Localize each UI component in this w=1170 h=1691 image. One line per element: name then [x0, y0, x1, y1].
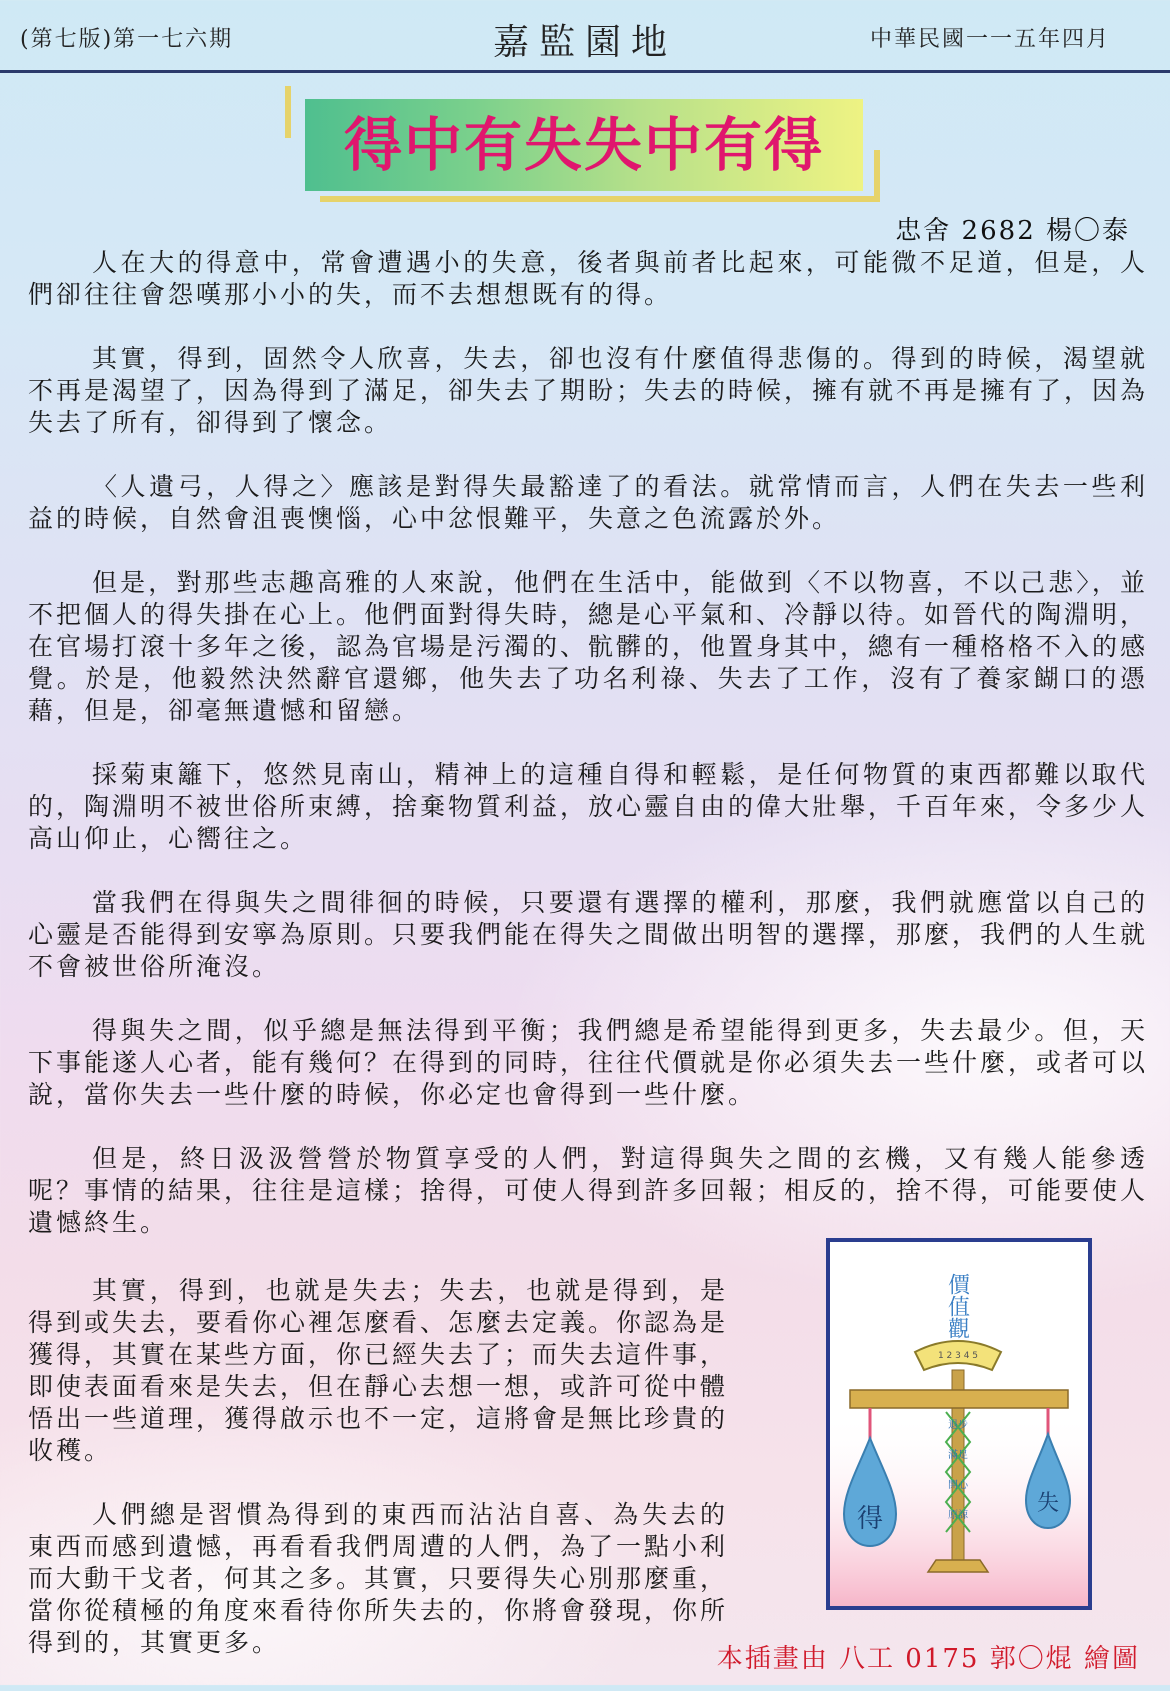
title-decoration-right: [874, 150, 880, 202]
publication-title: 嘉監園地: [492, 22, 677, 63]
value-label: 價值觀: [944, 1273, 970, 1339]
paragraph: 其實，得到，固然令人欣喜，失去，卻也沒有什麼值得悲傷的。得到的時候，渴望就不再是渴望了，因為得到了滿足，卻失去了期盼；失去的時候，擁有就不再是擁有了，因為失去了所有，卻得到了懷念。: [28, 344, 1149, 437]
drop-label-right: 失: [1036, 1491, 1060, 1516]
page-header: [0, 0, 1170, 73]
article-body: [28, 247, 1148, 1271]
illustration-credit: 本插畫由 八工 0175 郭〇焜 繪圖: [716, 1644, 1140, 1674]
paragraph: 〈人遺弓，人得之〉應該是對得失最豁達了的看法。就常情而言，人們在失去一些利益的時候，自然會沮喪懊惱，心中忿恨難平，失意之色流露於外。: [28, 472, 1148, 533]
paragraph: 但是，對那些志趣高雅的人來說，他們在生活中，能做到〈不以物喜，不以己悲〉，並不把個人的得失掛在心上。他們面對得失時，總是心平氣和、冷靜以待。如晉代的陶淵明，在官場打滾十多年之後，認為官場是污濁的、骯髒的，他置身其中，總有一種格格不入的感覺。於是，他毅然決然辭官還鄉，他失去了功名利祿、失去了工作，沒有了養家餬口的憑藉，但是，卻毫無遺憾和留戀。: [28, 568, 1149, 725]
pole-word: 開心: [948, 1480, 968, 1491]
title-decoration-bottom: [320, 196, 880, 202]
paragraph: 當我們在得與失之間徘徊的時候，只要還有選擇的權利，那麼，我們就應當以自己的心靈是否能得到安寧為原則。只要我們能在得失之間做出明智的選擇，那麼，我們的人生就不會被世俗所淹沒。: [28, 888, 1149, 981]
paragraph: 人們總是習慣為得到的東西而沾沾自喜、為失去的東西而感到遺憾，再看看我們周遭的人們，為了一點小利而大動干戈者，何其之多。其實，只要得失心別那麼重，當你從積極的角度來看待你所失去的，你將會發現，你所得到的，其實更多。: [28, 1500, 729, 1657]
paragraph: 但是，終日汲汲營營於物質享受的人們，對這得與失之間的玄機，又有幾人能參透呢？事情的結果，往往是這樣；捨得，可使人得到許多回報；相反的，捨不得，可能要使人遺憾終生。: [28, 1144, 1149, 1237]
illustration-drawing: [830, 1242, 1088, 1606]
article-title: 得中有失失中有得: [343, 111, 824, 179]
article-body-narrow: [28, 1275, 728, 1691]
publication-date: 中華民國一一五年四月: [869, 27, 1110, 52]
title-decoration-left: [285, 86, 291, 138]
scale-base: [928, 1560, 988, 1572]
paragraph: 其實，得到，也就是失去；失去，也就是得到，是得到或失去，要看你心裡怎麼看、怎麼去定義。你認為是獲得，其實在某些方面，你已經失去了；而失去這件事，即使表面看來是失去，但在靜心去想一想，或許可從中體悟出一些道理，獲得啟示也不一定，這將會是無比珍貴的收穫。: [28, 1276, 729, 1465]
pole-word: 原諒: [948, 1510, 968, 1521]
paragraph: 得與失之間，似乎總是無法得到平衡；我們總是希望能得到更多，失去最少。但，天下事能遂人心者，能有幾何？在得到的同時，往往代價就是你必須失去一些什麼，或者可以說，當你失去一些什麼的時候，你必定也會得到一些什麼。: [28, 1016, 1149, 1109]
scale-beam: [850, 1390, 1068, 1408]
dial-scale: 1 2 3 4 5: [937, 1351, 979, 1361]
issue-number: (第七版)第一七六期: [20, 27, 234, 52]
paragraph: 採菊東籬下，悠然見南山，精神上的這種自得和輕鬆，是任何物質的東西都難以取代的，陶淵明不被世俗所束縛，捨棄物質利益，放心靈自由的偉大壯舉，千百年來，令多少人高山仰止，心嚮往之。: [28, 760, 1149, 853]
pole-word: 退步: [948, 1420, 968, 1431]
drop-label-left: 得: [856, 1504, 884, 1534]
paragraph: 人在大的得意中，常會遭遇小的失意，後者與前者比起來，可能微不足道，但是，人們卻往往會怨嘆那小小的失，而不去想想既有的得。: [28, 248, 1148, 309]
balance-scale-illustration: [826, 1238, 1092, 1610]
pole-word: 滿足: [948, 1450, 968, 1461]
article-author: 忠舍 2682 楊〇泰: [895, 216, 1130, 246]
